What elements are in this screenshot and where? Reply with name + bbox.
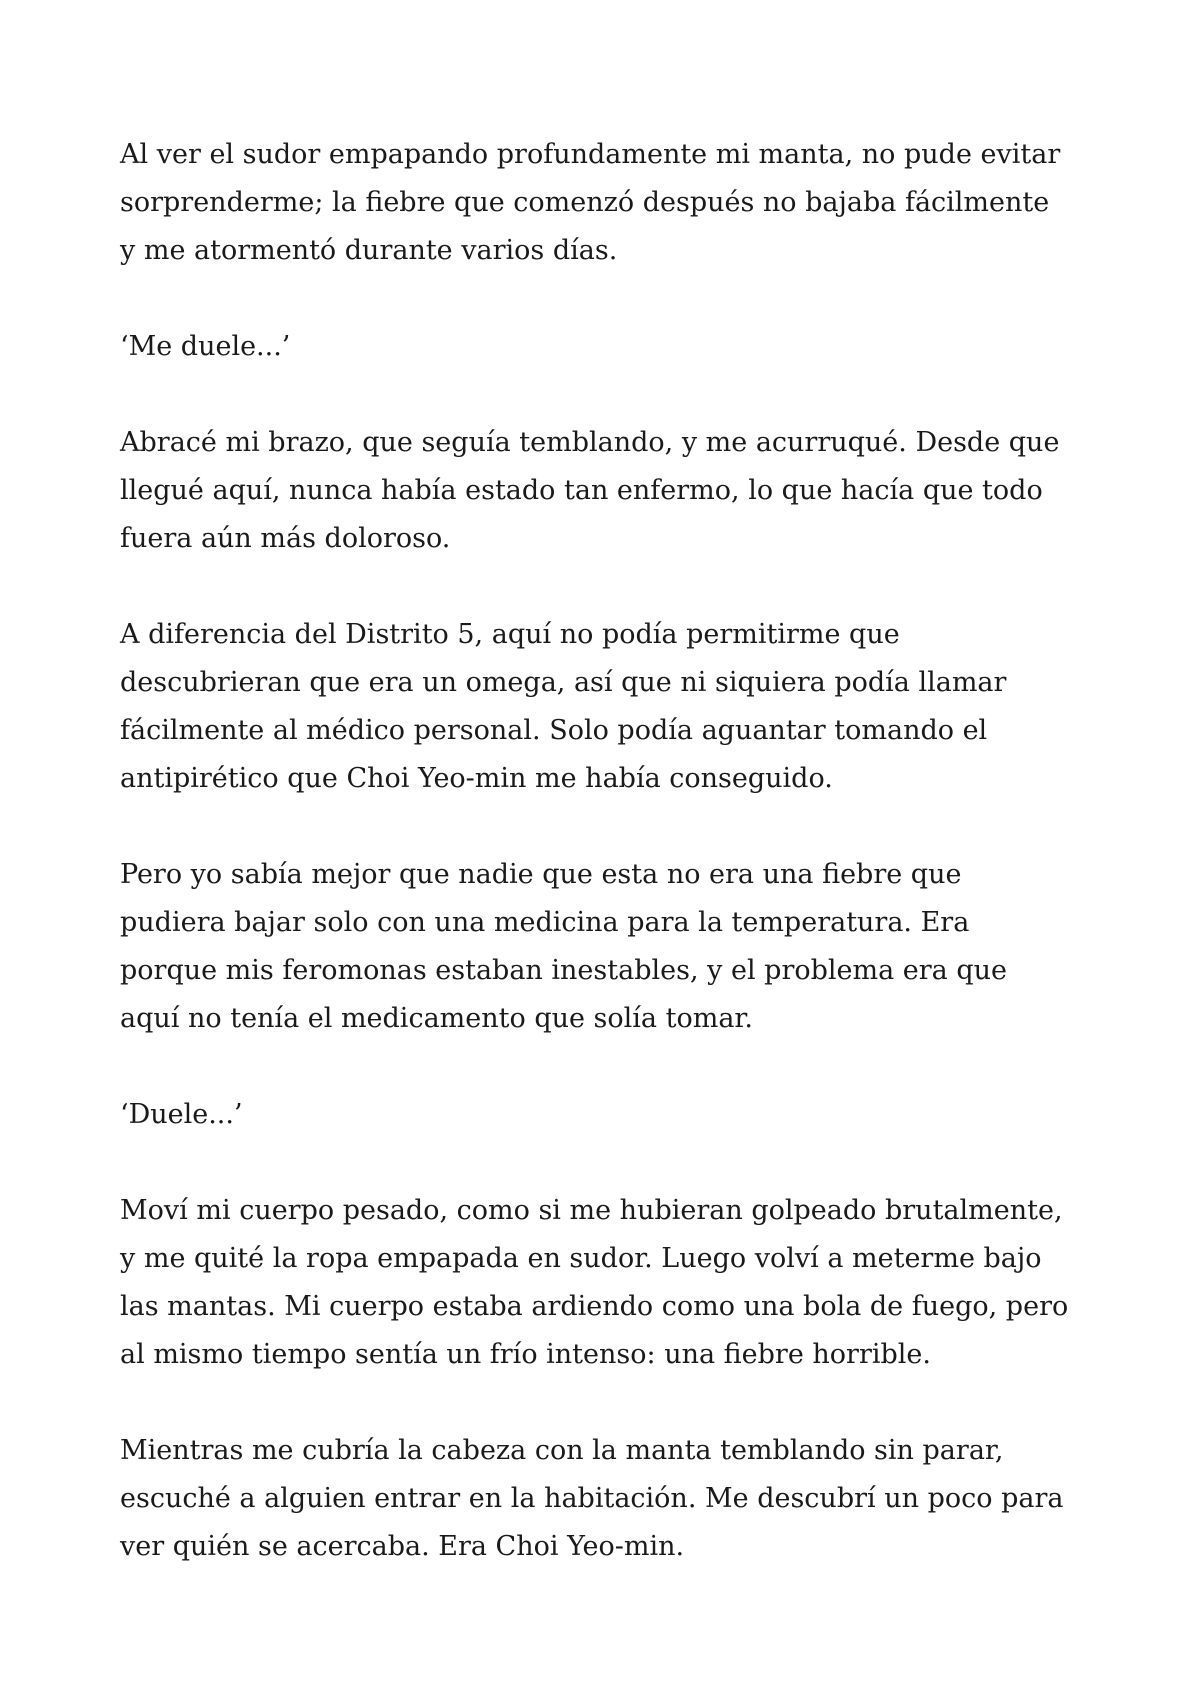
text-body bbox=[120, 131, 1080, 1571]
paragraph-3: Abracé mi brazo, que seguía temblando, y me acurruqué. Desde que llegué aquí, nunca había estado tan enfermo, lo que hacía que todo fuera aún más doloroso. bbox=[120, 427, 1060, 554]
paragraph-2: ‘Me duele...’ bbox=[120, 331, 291, 362]
paragraph-6: ‘Duele...’ bbox=[120, 1099, 243, 1130]
paragraph-4: A diferencia del Distrito 5, aquí no podía permitirme que descubrieran que era un omega, así que ni siquiera podía llamar fácilmente al médico personal. Solo podía aguantar tomando el antipirético que Choi Yeo-min me había conseguido. bbox=[120, 619, 1007, 794]
paragraph-8: Mientras me cubría la cabeza con la manta temblando sin parar, escuché a alguien entrar en la habitación. Me descubrí un poco para ver quién se acercaba. Era Choi Yeo-min. bbox=[120, 1435, 1064, 1562]
paragraph-5: Pero yo sabía mejor que nadie que esta no era una fiebre que pudiera bajar solo con una medicina para la temperatura. Era porque mis feromonas estaban inestables, y el problema era que aquí no tenía el medicamento que solía tomar. bbox=[120, 859, 1008, 1034]
paragraph-1: Al ver el sudor empapando profundamente mi manta, no pude evitar sorprenderme; la fiebre que comenzó después no bajaba fácilmente y me atormentó durante varios días. bbox=[120, 139, 1061, 266]
paragraph-7: Moví mi cuerpo pesado, como si me hubieran golpeado brutalmente, y me quité la ropa empapada en sudor. Luego volví a meterme bajo las mantas. Mi cuerpo estaba ardiendo como una bola de fuego, pero al mismo tiempo sentía un frío intenso: una fiebre horrible. bbox=[120, 1195, 1069, 1370]
